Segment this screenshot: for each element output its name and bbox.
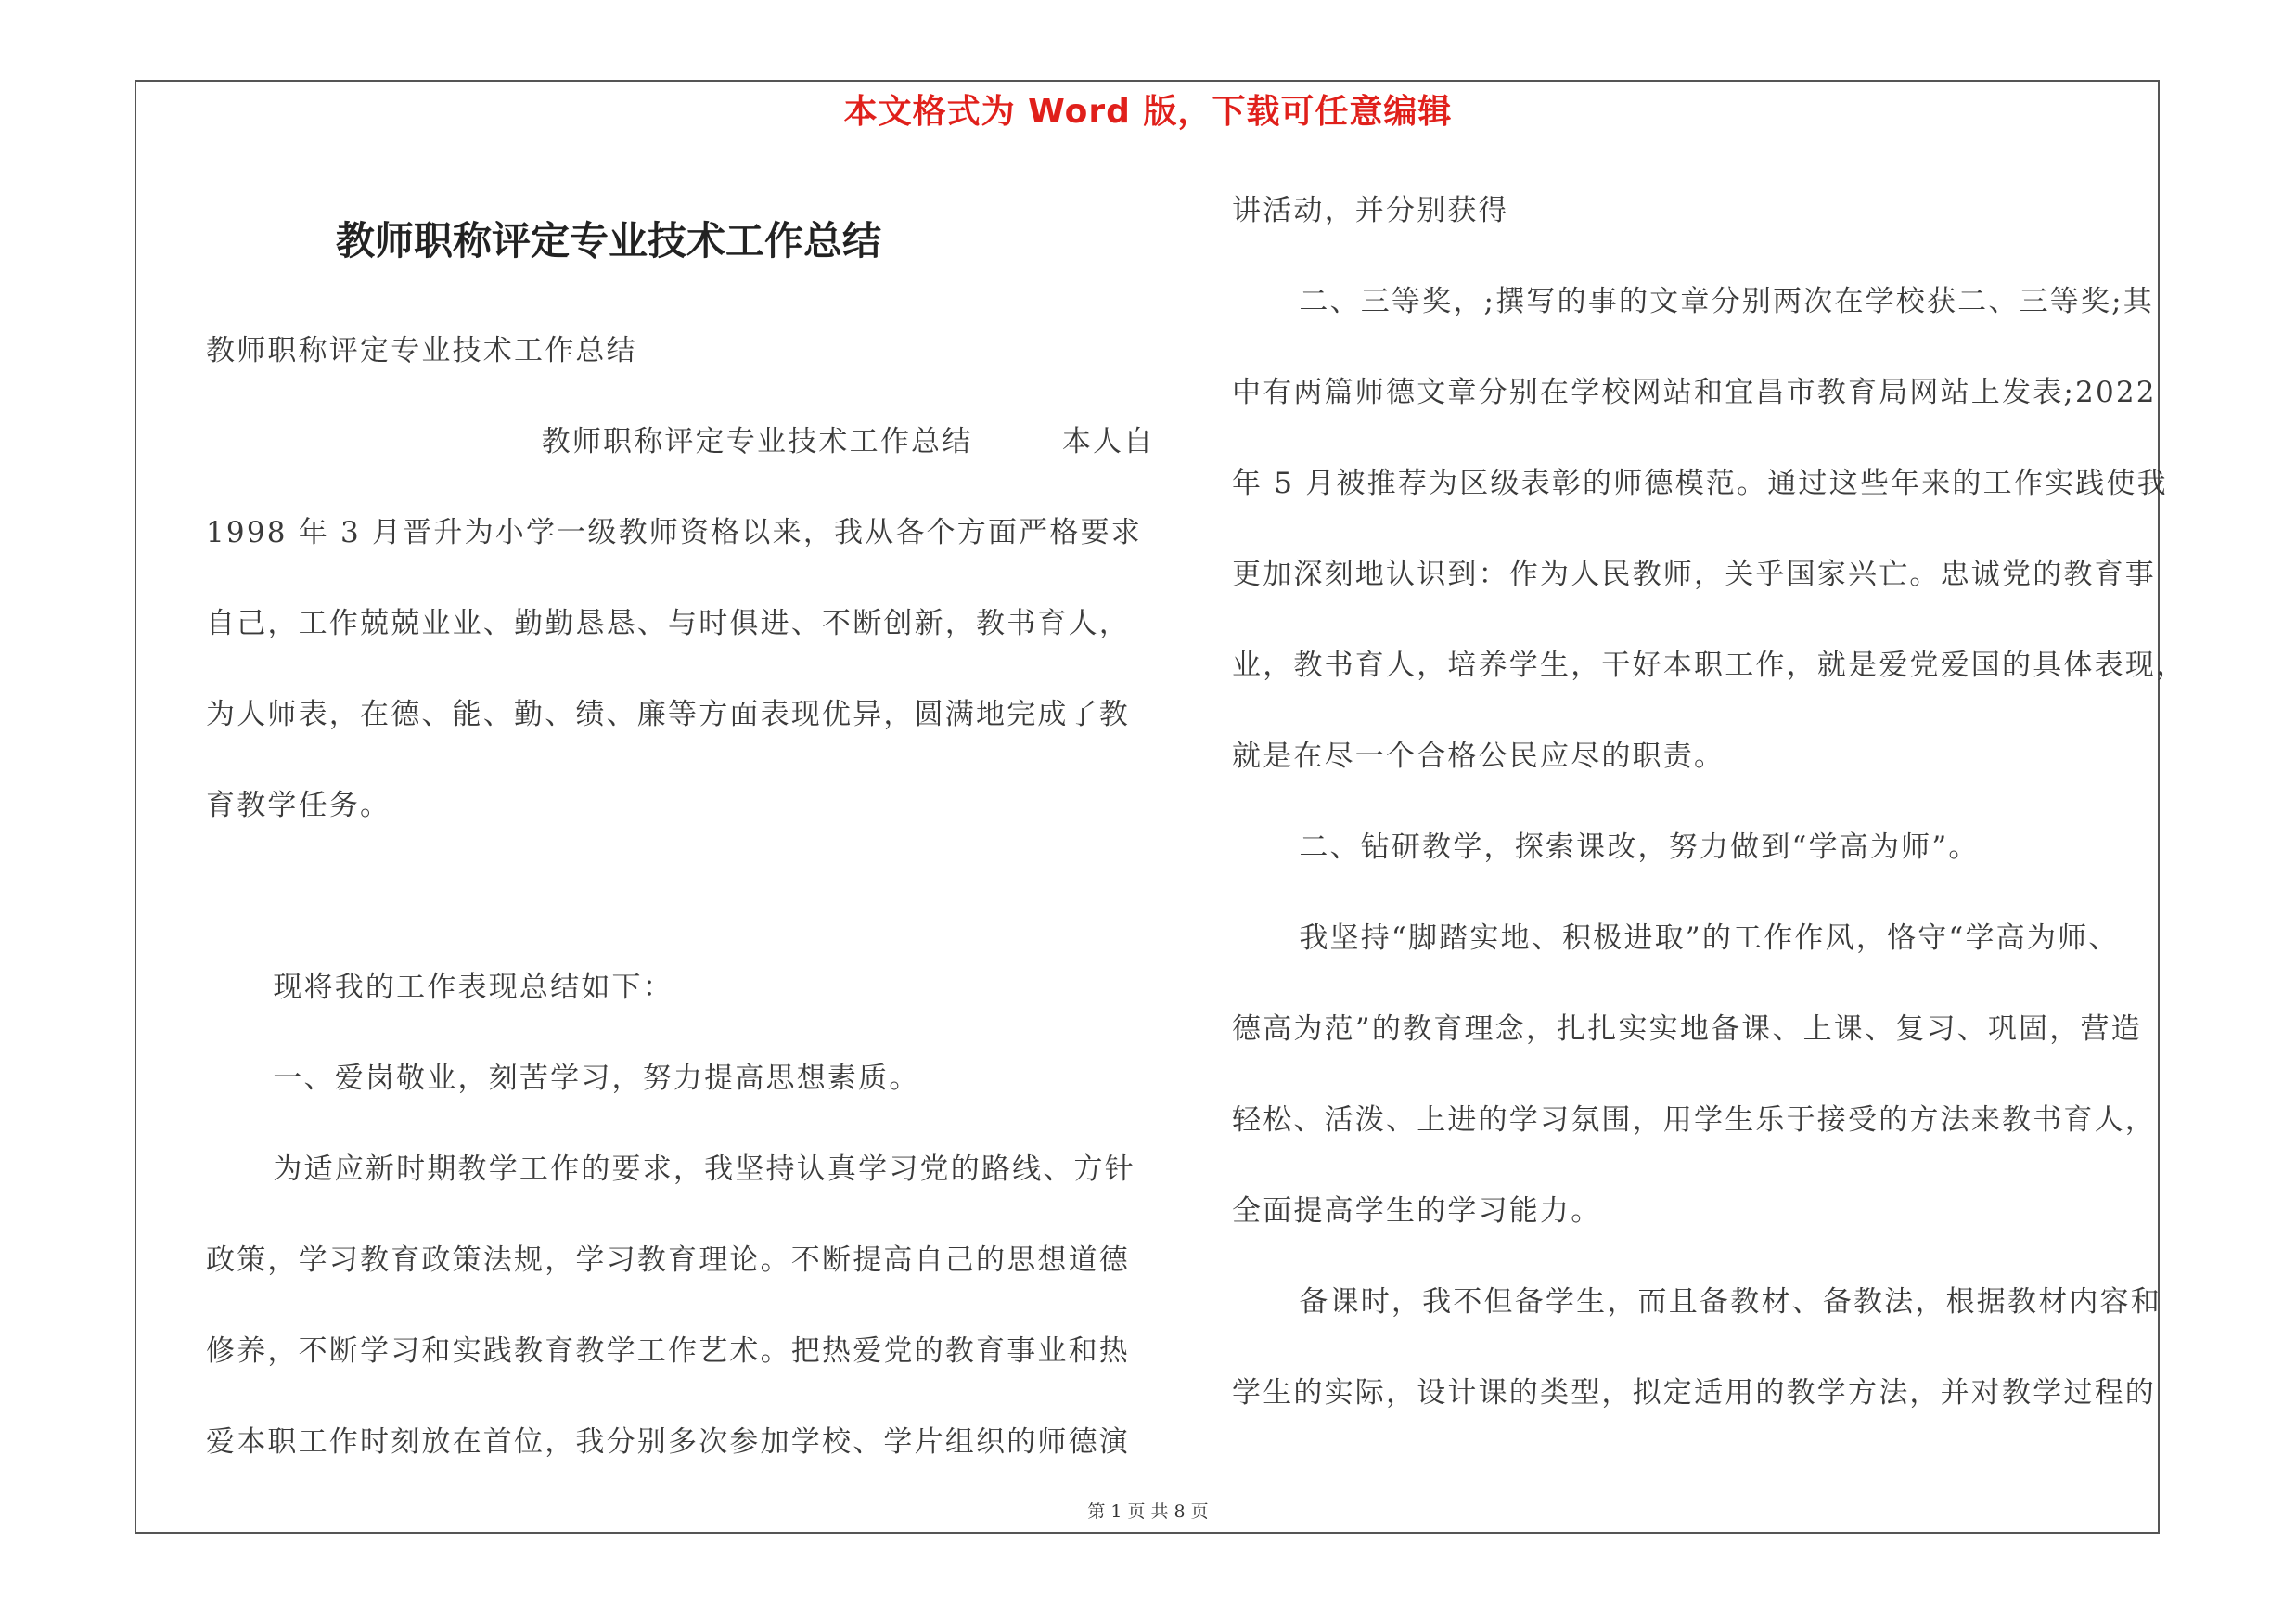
text-line: 现将我的工作表现总结如下： bbox=[206, 971, 673, 1004]
text-line: 为人师表，在德、能、勤、绩、廉等方面表现优异，圆满地完成了教 bbox=[206, 698, 1130, 731]
text-line: 中有两篇师德文章分别在学校网站和宜昌市教育局网站上发表;2022 bbox=[1232, 376, 2157, 409]
right-column bbox=[1232, 0, 2187, 1623]
text-line: 教师职称评定专业技术工作总结 bbox=[206, 334, 637, 367]
text-line: 二、钻研教学，探索课改，努力做到“学高为师”。 bbox=[1232, 831, 1980, 864]
text-line: 学生的实际，设计课的类型，拟定适用的教学方法，并对教学过程的 bbox=[1232, 1376, 2156, 1410]
text-line: 就是在尽一个合格公民应尽的职责。 bbox=[1232, 740, 1725, 773]
text-line: 教师职称评定专业技术工作总结 本人自 bbox=[206, 425, 1155, 458]
text-line: 轻松、活泼、上进的学习氛围，用学生乐于接受的方法来教书育人， bbox=[1232, 1103, 2156, 1137]
text-line: 我坚持“脚踏实地、积极进取”的工作作风，恪守“学高为师、 bbox=[1232, 921, 2120, 955]
page-number-footer: 第 1 页 共 8 页 bbox=[1087, 1501, 1209, 1522]
text-line: 年 5 月被推荐为区级表彰的师德模范。通过这些年来的工作实践使我 bbox=[1232, 467, 2168, 500]
text-line: 讲活动，并分别获得 bbox=[1232, 194, 1509, 227]
text-line: 德高为范”的教育理念，扎扎实实地备课、上课、复习、巩固，营造 bbox=[1232, 1012, 2142, 1046]
text-line: 自己，工作兢兢业业、勤勤恳恳、与时俱进、不断创新，教书育人， bbox=[206, 607, 1130, 640]
text-line: 业，教书育人，培养学生，干好本职工作，就是爱党爱国的具体表现， bbox=[1232, 649, 2187, 682]
text-line: 爱本职工作时刻放在首位，我分别多次参加学校、学片组织的师德演 bbox=[206, 1425, 1130, 1459]
text-line: 为适应新时期教学工作的要求，我坚持认真学习党的路线、方针 bbox=[206, 1153, 1135, 1186]
text-line: 二、三等奖，;撰写的事的文章分别两次在学校获二、三等奖;其 bbox=[1232, 285, 2155, 318]
text-line: 一、爱岗敬业，刻苦学习，努力提高思想素质。 bbox=[206, 1062, 920, 1095]
format-banner: 本文格式为 Word 版，下载可任意编辑 bbox=[843, 93, 1453, 131]
text-line: 修养，不断学习和实践教育教学工作艺术。把热爱党的教育事业和热 bbox=[206, 1334, 1130, 1368]
document-title: 教师职称评定专业技术工作总结 bbox=[336, 218, 882, 264]
text-line: 政策，学习教育政策法规，学习教育理论。不断提高自己的思想道德 bbox=[206, 1243, 1130, 1277]
text-line: 备课时，我不但备学生，而且备教材、备教法，根据教材内容和 bbox=[1232, 1285, 2161, 1319]
text-line: 更加深刻地认识到：作为人民教师，关乎国家兴亡。忠诚党的教育事 bbox=[1232, 558, 2156, 591]
text-line: 全面提高学生的学习能力。 bbox=[1232, 1194, 1602, 1228]
text-line: 育教学任务。 bbox=[206, 789, 391, 822]
text-line: 1998 年 3 月晋升为小学一级教师资格以来，我从各个方面严格要求 bbox=[206, 516, 1142, 549]
